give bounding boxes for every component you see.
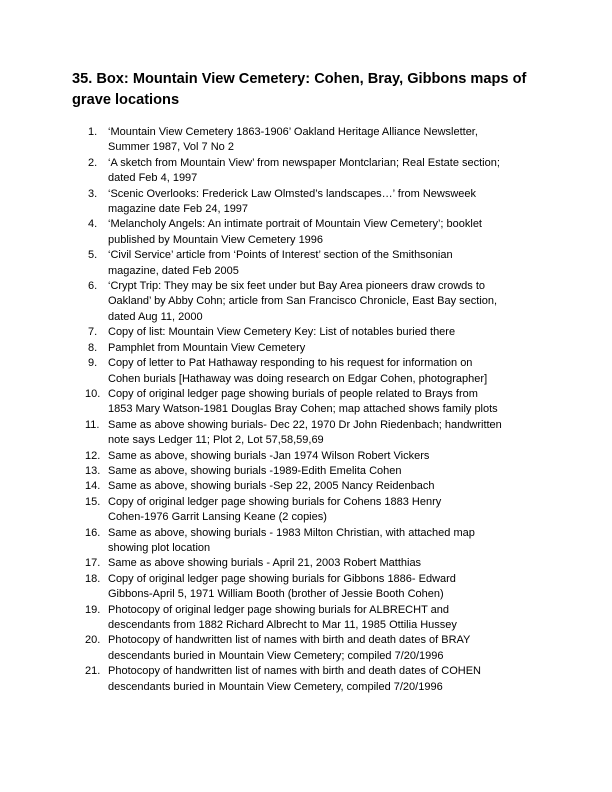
list-item-number: 5. [88, 249, 98, 262]
list-item-text-line: Photocopy of original ledger page showing burials for ALBRECHT and [108, 603, 449, 616]
list-item-text-line: Cohen-1976 Garrit Lansing Keane (2 copies) [108, 511, 327, 524]
list-item-text-line: dated Aug 11, 2000 [108, 310, 203, 323]
list-item [72, 664, 542, 695]
list-item-text-line: Photocopy of handwritten list of names with birth and death dates of COHEN [108, 665, 481, 678]
list-item-text-line: ‘Melancholy Angels: An intimate portrait of Mountain View Cemetery’; booklet [108, 218, 482, 231]
list-item-text-line: Pamphlet from Mountain View Cemetery [108, 341, 306, 354]
list-item-text-line: note says Ledger 11; Plot 2, Lot 57,58,59,69 [108, 434, 324, 447]
list-item [72, 279, 542, 325]
list-item [72, 526, 542, 557]
list-item [72, 248, 542, 279]
list-item [72, 603, 542, 634]
list-item [72, 479, 542, 494]
list-item-number: 19. [85, 603, 101, 616]
list-item-text-line: Photocopy of handwritten list of names with birth and death dates of BRAY [108, 634, 471, 647]
list-item-text-line: Copy of list: Mountain View Cemetery Key: List of notables buried there [108, 326, 456, 339]
list-item-number: 16. [85, 526, 101, 539]
list-item-text-line: Same as above, showing burials -Sep 22, 2005 Nancy Reidenbach [108, 480, 435, 493]
list-item-text-line: Summer 1987, Vol 7 No 2 [108, 141, 234, 154]
list-item-text-line: Copy of original ledger page showing burials of people related to Brays from [108, 387, 478, 400]
list-item-text-line: ‘Scenic Overlooks: Frederick Law Olmsted’s landscapes…’ from Newsweek [108, 187, 477, 200]
page-title: 35. Box: Mountain View Cemetery: Cohen, Bray, Gibbons maps of grave locations [72, 71, 527, 108]
list-item-text-line: showing plot location [108, 541, 211, 554]
list-item-text-line: Copy of original ledger page showing burials for Cohens 1883 Henry [108, 495, 442, 508]
list-item-number: 21. [85, 665, 101, 678]
list-item-number: 7. [88, 326, 98, 339]
list-item-number: 9. [88, 357, 98, 370]
list-item-number: 15. [85, 495, 101, 508]
list-item-text-line: published by Mountain View Cemetery 1996 [108, 233, 324, 246]
list-item [72, 495, 542, 526]
list-item-text-line: Cohen burials [Hathaway was doing research on Edgar Cohen, photographer] [108, 372, 488, 385]
list-item-number: 13. [85, 464, 101, 477]
list-item-text-line: Same as above showing burials- Dec 22, 1970 Dr John Riedenbach; handwritten [108, 418, 502, 431]
list-item-text-line: ‘Civil Service’ article from ‘Points of Interest’ section of the Smithsonian [108, 249, 453, 262]
list-item-text-line: descendants buried in Mountain View Cemetery; compiled 7/20/1996 [108, 649, 444, 662]
list-item-text-line: magazine, dated Feb 2005 [108, 264, 239, 277]
list-item-text-line: ‘Crypt Trip: They may be six feet under but Bay Area pioneers draw crowds to [108, 280, 486, 293]
item-list [72, 125, 542, 695]
list-item-text-line: magazine date Feb 24, 1997 [108, 203, 249, 216]
list-item [72, 217, 542, 248]
list-item [72, 187, 542, 218]
list-item [72, 387, 542, 418]
list-item-number: 1. [88, 126, 98, 138]
list-item-text-line: dated Feb 4, 1997 [108, 172, 198, 185]
list-item [72, 341, 542, 356]
list-item-text-line: Oakland’ by Abby Cohn; article from San Francisco Chronicle, East Bay section, [108, 295, 498, 308]
list-item [72, 356, 542, 387]
list-item-text-line: Gibbons-April 5, 1971 William Booth (brother of Jessie Booth Cohen) [108, 588, 444, 601]
list-item-text-line: ‘A sketch from Mountain View’ from newspaper Montclarian; Real Estate section; [108, 156, 500, 169]
list-item [72, 572, 542, 603]
list-item-text-line: Copy of letter to Pat Hathaway responding to his request for information on [108, 357, 473, 370]
list-item-text-line: Same as above showing burials - April 21, 2003 Robert Matthias [108, 557, 422, 570]
list-item-text-line: ‘Mountain View Cemetery 1863-1906’ Oakland Heritage Alliance Newsletter, [108, 126, 478, 138]
list-item [72, 325, 542, 340]
list-item-text-line: Same as above, showing burials -1989-Edith Emelita Cohen [108, 464, 402, 477]
list-item-number: 20. [85, 634, 101, 647]
list-item-number: 12. [85, 449, 101, 462]
list-item-number: 4. [88, 218, 98, 231]
list-item-number: 18. [85, 572, 101, 585]
list-item-text-line: descendants from 1882 Richard Albrecht to Mar 11, 1985 Ottilia Hussey [108, 619, 457, 631]
list-item-number: 8. [88, 341, 98, 354]
list-item-text-line: descendants buried in Mountain View Cemetery, compiled 7/20/1996 [108, 680, 443, 693]
list-item-number: 17. [85, 557, 101, 570]
list-item [72, 125, 542, 156]
list-item-number: 10. [85, 387, 101, 400]
list-item [72, 464, 542, 479]
list-item-text-line: Same as above, showing burials - 1983 Milton Christian, with attached map [108, 526, 475, 539]
list-item-text-line: Same as above, showing burials -Jan 1974 Wilson Robert Vickers [108, 449, 430, 462]
list-item-number: 11. [85, 418, 100, 431]
list-item [72, 556, 542, 571]
list-item-number: 6. [88, 280, 98, 293]
list-item-number: 2. [88, 156, 98, 169]
list-item [72, 449, 542, 464]
list-item [72, 156, 542, 187]
list-item-number: 14. [85, 480, 101, 493]
list-item-text-line: 1853 Mary Watson-1981 Douglas Bray Cohen; map attached shows family plots [108, 403, 498, 416]
list-item-number: 3. [88, 187, 98, 200]
list-item [72, 418, 542, 449]
list-item-text-line: Copy of original ledger page showing burials for Gibbons 1886- Edward [108, 572, 456, 585]
list-item [72, 633, 542, 664]
